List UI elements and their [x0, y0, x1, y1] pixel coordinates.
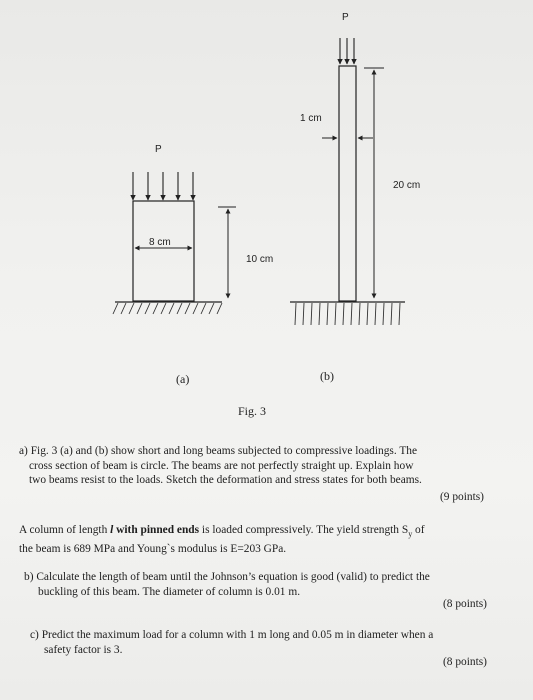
intro-text-2: is loaded compressively. The yield strength S: [199, 524, 409, 536]
question-b: [24, 570, 430, 599]
question-c-points: (8 points): [443, 656, 487, 668]
question-a: [19, 444, 422, 488]
question-a-points: (9 points): [440, 491, 484, 503]
fig-a-beam-outline: [133, 201, 194, 301]
fig-a-load-label: P: [155, 144, 162, 155]
fig-b-caption: (b): [320, 369, 334, 383]
column-intro-line-1: [19, 523, 425, 542]
intro-length-symbol: l: [110, 524, 114, 536]
column-intro: [19, 523, 425, 556]
fig-b-column-outline: [339, 66, 356, 301]
fig-b-load-arrows: [340, 38, 354, 64]
fig-a-load-arrows: [133, 172, 193, 200]
fig-b-thickness-label: 1 cm: [300, 113, 322, 124]
intro-text-1: A column of length: [19, 524, 111, 536]
fig-a-height-label: 10 cm: [246, 254, 274, 265]
intro-text-3: of: [412, 524, 425, 536]
column-intro-line-2: the beam is 689 MPa and Young`s modulus is E=203 GPa.: [19, 542, 287, 555]
intro-pinned-ends: with pinned ends: [113, 524, 200, 536]
fig-a-caption: (a): [176, 372, 190, 386]
question-c-line-1: c) Predict the maximum load for a column with 1 m long and 0.05 m in diameter when a: [30, 629, 434, 641]
fig-a-short-beam: [113, 144, 273, 386]
fig-a-ground-hatch: [113, 303, 222, 314]
fig-b-long-beam: [290, 12, 420, 383]
question-a-line-3: two beams resist to the loads. Sketch the deformation and stress states for both beams.: [29, 474, 422, 486]
fig-caption: Fig. 3: [238, 404, 267, 418]
fig-b-load-label: P: [342, 12, 349, 23]
question-a-line-2: cross section of beam is circle. The beams are not perfectly straight up. Explain how: [29, 459, 414, 472]
question-b-line-2: buckling of this beam. The diameter of column is 0.01 m.: [38, 585, 301, 598]
question-c: [30, 628, 433, 657]
fig-a-width-label: 8 cm: [149, 237, 171, 248]
intro-subscript-y: y: [408, 529, 413, 539]
question-b-line-1: b) Calculate the length of beam until the Johnson’s equation is good (valid) to predict the: [24, 571, 430, 583]
fig-b-height-label: 20 cm: [393, 180, 421, 191]
question-c-line-2: safety factor is 3.: [44, 643, 123, 656]
fig-b-ground-hatch: [295, 303, 400, 325]
question-a-line-1: a) Fig. 3 (a) and (b) show short and long beams subjected to compressive loadings. The: [19, 445, 418, 457]
question-b-points: (8 points): [443, 598, 487, 610]
